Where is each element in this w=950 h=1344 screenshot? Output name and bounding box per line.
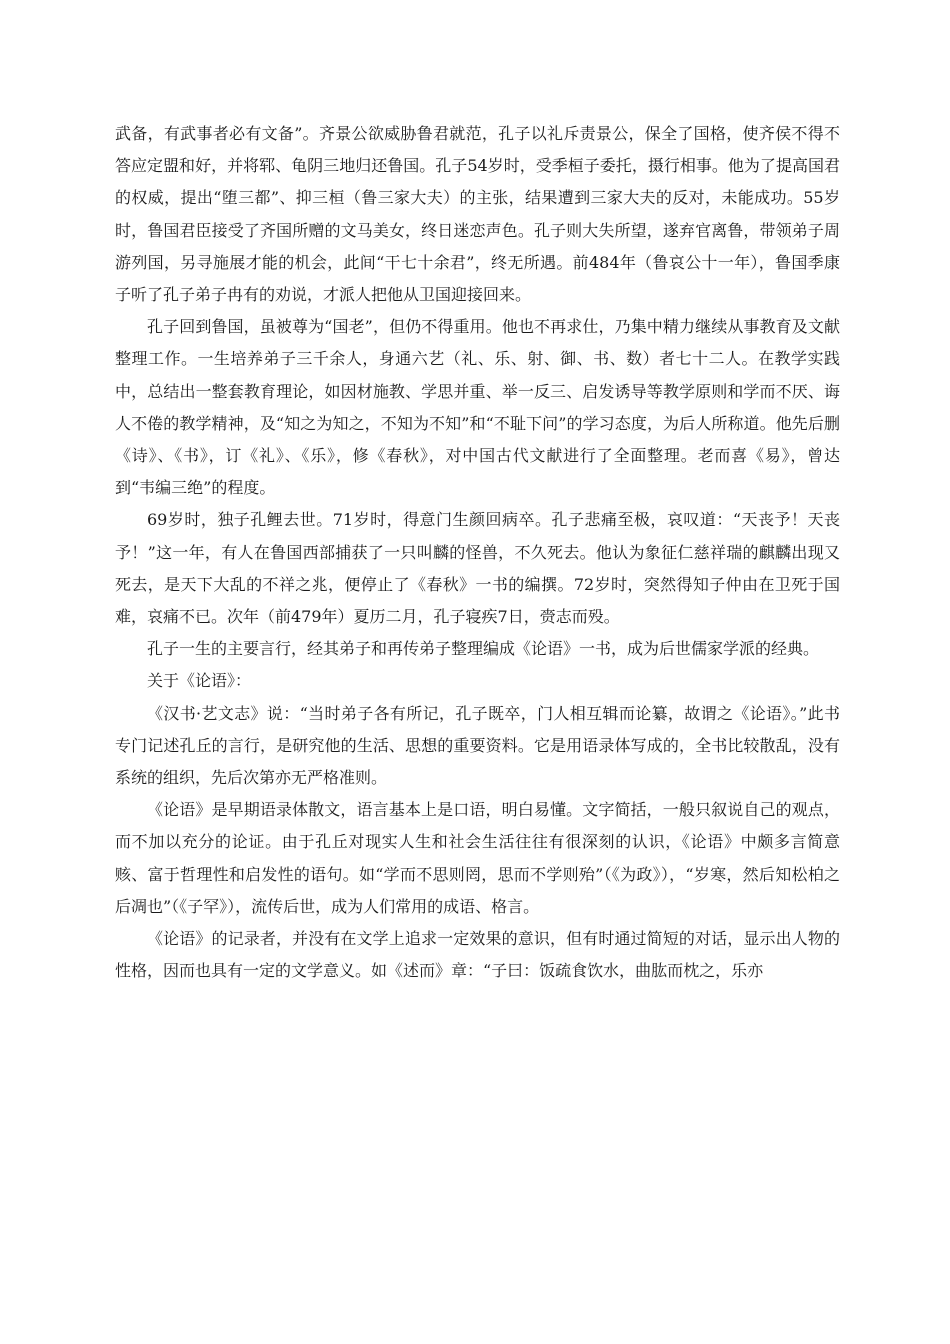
paragraph-8: 《论语》的记录者，并没有在文学上追求一定效果的意识，但有时通过简短的对话，显示出人物的性格，因而也具有一定的文学意义。如《述而》章：“子曰：饭疏食饮水，曲肱而枕之，乐亦 [115,929,840,981]
paragraph-2: 孔子回到鲁国，虽被尊为“国老”，但仍不得重用。他也不再求仕，乃集中精力继续从事教育及文献整理工作。一生培养弟子三千余人，身通六艺（礼、乐、射、御、书、数）者七十二人。在教学实践中，总结出一整套教育理论，如因材施教、学思并重、举一反三、启发诱导等教学原则和学而不厌、诲人不倦的教学精神，及“知之为知之，不知为不知”和“不耻下问”的学习态度，为后人所称道。他先后删《诗》、《书》，订《礼》、《乐》，修《春秋》，对中国古代文献进行了全面整理。老而喜《易》，曾达到“韦编三绝”的程度。 [115,317,840,498]
paragraph-6: 《汉书·艺文志》说：“当时弟子各有所记，孔子既卒，门人相互辑而论纂，故谓之《论语》。”此书专门记述孔丘的言行，是研究他的生活、思想的重要资料。它是用语录体写成的，全书比较散乱，没有系统的组织，先后次第亦无严格准则。 [115,703,840,788]
paragraph-3: 69岁时，独子孔鲤去世。71岁时，得意门生颜回病卒。孔子悲痛至极，哀叹道：“天丧予！天丧予！”这一年，有人在鲁国西部捕获了一只叫麟的怪兽，不久死去。他认为象征仁慈祥瑞的麒麟出现又死去，是天下大乱的不祥之兆，便停止了《春秋》一书的编撰。72岁时，突然得知子仲由在卫死于国难，哀痛不已。次年（前479年）夏历二月，孔子寝疾7日，赍志而殁。 [115,510,840,627]
document-body [115,118,840,987]
paragraph-1: 武备，有武事者必有文备”。齐景公欲威胁鲁君就范，孔子以礼斥责景公，保全了国格，使齐侯不得不答应定盟和好，并将郓、龟阴三地归还鲁国。孔子54岁时，受季桓子委托，摄行相事。他为了提高国君的权威，提出“堕三都”、抑三桓（鲁三家大夫）的主张，结果遭到三家大夫的反对，未能成功。55岁时，鲁国君臣接受了齐国所赠的文马美女，终日迷恋声色。孔子则大失所望，遂弃官离鲁，带领弟子周游列国，另寻施展才能的机会，此间“干七十余君”，终无所遇。前484年（鲁哀公十一年），鲁国季康子听了孔子弟子冉有的劝说，才派人把他从卫国迎接回来。 [115,124,840,305]
paragraph-4: 孔子一生的主要言行，经其弟子和再传弟子整理编成《论语》一书，成为后世儒家学派的经典。 [147,639,820,659]
paragraph-5: 关于《论语》： [147,671,252,691]
paragraph-7: 《论语》是早期语录体散文，语言基本上是口语，明白易懂。文字简括，一般只叙说自己的观点，而不加以充分的论证。由于孔丘对现实人生和社会生活往往有很深刻的认识，《论语》中颇多言简意赅、富于哲理性和启发性的语句。如“学而不思则罔，思而不学则殆”（《为政》），“岁寒，然后知松柏之后凋也”（《子罕》），流传后世，成为人们常用的成语、格言。 [115,800,840,916]
